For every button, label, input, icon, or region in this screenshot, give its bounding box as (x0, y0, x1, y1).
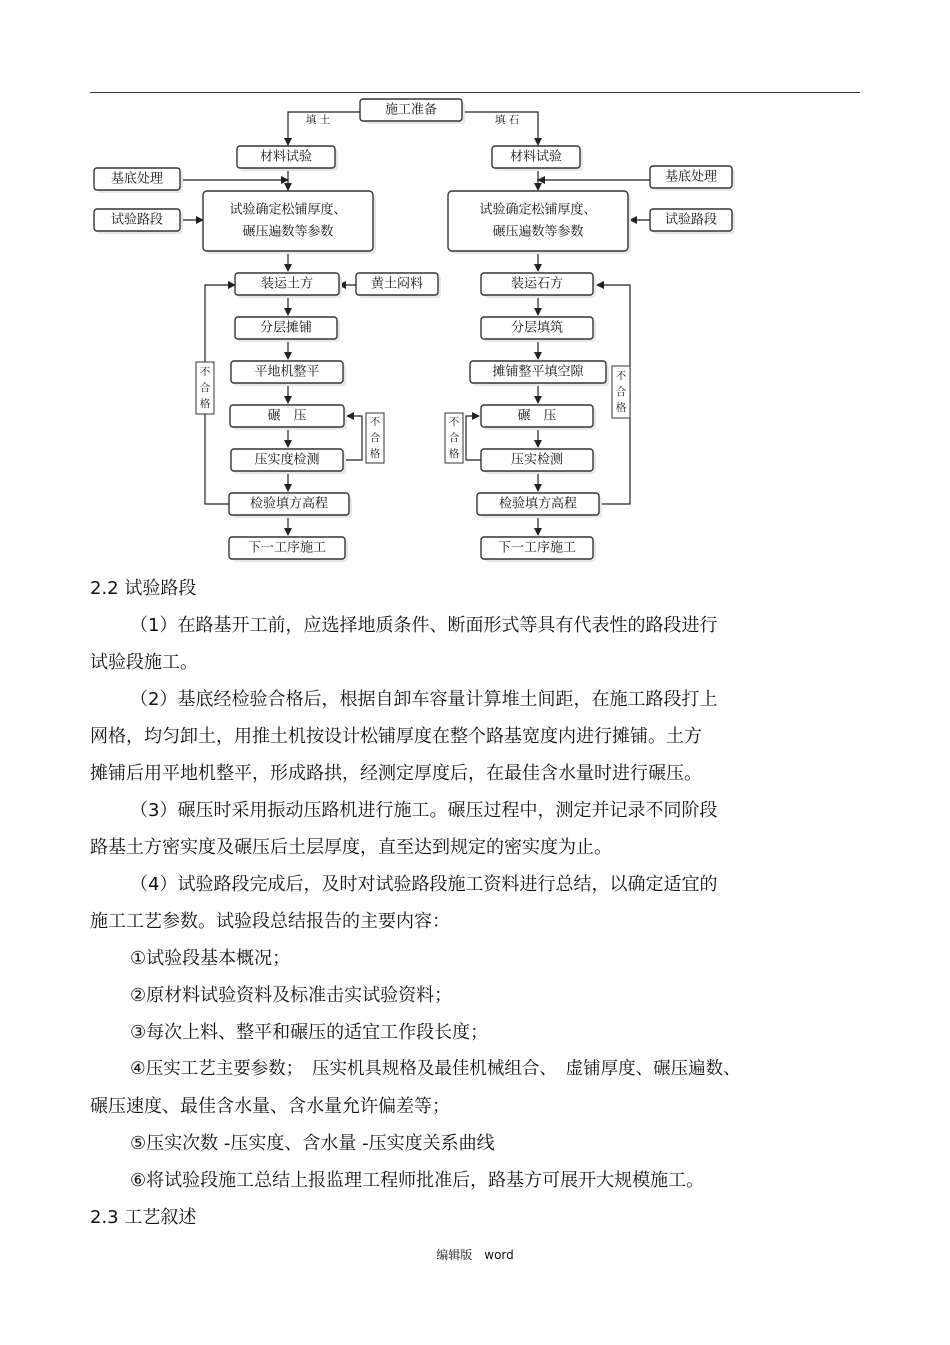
svg-text:下一工序施工: 下一工序施工 (497, 540, 577, 556)
paragraph-line: （2）基底经检验合格后，根据自卸车容量计算堆土间距，在施工路段打上 (130, 689, 718, 710)
paragraph-line: （3）碾压时采用振动压路机进行施工。碾压过程中，测定并记录不同阶段 (130, 800, 718, 821)
paragraph-line: 路基土方密实度及碾压后土层厚度，直至达到规定的密实度为止。 (90, 837, 612, 858)
section-heading-2-3: 2.3 工艺叙述 (90, 1207, 197, 1228)
branch-label-fill-soil: 填 土 (305, 114, 331, 126)
svg-text:格: 格 (199, 398, 211, 410)
svg-text:基底处理: 基底处理 (110, 171, 164, 187)
svg-text:格: 格 (369, 448, 381, 460)
right-param-box (448, 191, 631, 254)
left-material-test (237, 146, 338, 171)
right-elevation-check (477, 493, 602, 518)
svg-text:合: 合 (615, 386, 627, 398)
svg-text:合: 合 (369, 432, 381, 444)
right-material-test (492, 146, 583, 171)
svg-text:材料试验: 材料试验 (259, 149, 313, 165)
right-compact (481, 405, 596, 430)
svg-text:试验路段: 试验路段 (110, 212, 164, 228)
svg-text:分层填筑: 分层填筑 (510, 320, 564, 336)
svg-text:试验确定松铺厚度、: 试验确定松铺厚度、 (479, 202, 597, 218)
left-loess (356, 273, 441, 298)
left-layer-spread (235, 317, 340, 342)
list-item: ②原材料试验资料及标准击实试验资料； (130, 985, 453, 1006)
section-heading-2-2: 2.2 试验路段 (90, 578, 197, 599)
right-trial-section (650, 209, 735, 234)
svg-text:不: 不 (448, 416, 460, 428)
paragraph-line: 摊铺后用平地机整平，形成路拱，经测定厚度后，在最佳含水量时进行碾压。 (90, 763, 702, 784)
svg-text:检验填方高程: 检验填方高程 (249, 496, 329, 512)
left-elevation-check (229, 493, 352, 518)
svg-text:装运石方: 装运石方 (510, 276, 564, 292)
right-load-stone (481, 273, 596, 298)
svg-text:平地机整平: 平地机整平 (254, 364, 320, 380)
right-density-test (481, 449, 596, 474)
list-item-continued: 碾压速度、最佳含水量、含水量允许偏差等； (90, 1096, 450, 1117)
right-layer-fill (481, 317, 596, 342)
branch-label-fill-stone: 填 石 (494, 114, 520, 126)
svg-text:压实度检测: 压实度检测 (254, 452, 320, 468)
right-base-treatment (650, 166, 735, 191)
svg-text:格: 格 (615, 402, 627, 414)
svg-text:碾压遍数等参数: 碾压遍数等参数 (242, 224, 334, 240)
left-trial-section (94, 209, 183, 234)
svg-text:检验填方高程: 检验填方高程 (498, 496, 578, 512)
construction-flowchart (0, 0, 950, 565)
left-compact (230, 405, 347, 430)
list-item: ③每次上料、整平和碾压的适宜工作段长度； (130, 1022, 489, 1043)
svg-text:下一工序施工: 下一工序施工 (247, 540, 327, 556)
svg-text:碾压遍数等参数: 碾压遍数等参数 (492, 224, 584, 240)
left-grader (231, 361, 346, 386)
left-base-treatment (94, 168, 183, 193)
left-next-step (229, 537, 348, 562)
paragraph-line: （1）在路基开工前，应选择地质条件、断面形式等具有代表性的路段进行 (130, 615, 718, 636)
paragraph-line: 试验段施工。 (90, 652, 198, 673)
paragraph-line: （4）试验路段完成后，及时对试验路段施工资料进行总结，以确定适宜的 (130, 874, 718, 895)
svg-text:压实检测: 压实检测 (510, 452, 564, 468)
page-footer: 编辑版 word (436, 1248, 514, 1262)
svg-text:不: 不 (199, 366, 211, 378)
left-fail-inner-label (366, 413, 384, 463)
svg-text:碾 压: 碾 压 (267, 408, 307, 424)
svg-text:基底处理: 基底处理 (664, 169, 718, 185)
svg-text:合: 合 (199, 382, 211, 394)
svg-text:摊铺整平填空隙: 摊铺整平填空隙 (492, 364, 584, 380)
left-fail-outer-label (196, 362, 214, 414)
svg-text:不: 不 (369, 416, 381, 428)
right-spread-level (470, 361, 609, 386)
left-load-earth (235, 273, 342, 298)
left-param-box (203, 191, 376, 254)
svg-text:碾 压: 碾 压 (517, 408, 557, 424)
svg-text:装运土方: 装运土方 (260, 276, 314, 292)
svg-text:试验确定松铺厚度、: 试验确定松铺厚度、 (229, 202, 347, 218)
document-body (90, 570, 870, 1236)
right-next-step (481, 537, 596, 562)
svg-text:分层摊铺: 分层摊铺 (259, 320, 313, 336)
svg-text:合: 合 (448, 432, 460, 444)
left-density-test (231, 449, 346, 474)
paragraph-line: 网格，均匀卸土，用推土机按设计松铺厚度在整个路基宽度内进行摊铺。土方 (90, 726, 702, 747)
list-item: ⑤压实次数 -压实度、含水量 -压实度关系曲线 (130, 1133, 495, 1154)
svg-text:格: 格 (448, 448, 460, 460)
svg-text:不: 不 (615, 370, 627, 382)
paragraph-line: 施工工艺参数。试验段总结报告的主要内容： (90, 911, 450, 932)
list-item: ⑥将试验段施工总结上报监理工程师批准后，路基方可展开大规模施工。 (130, 1170, 705, 1191)
list-item: ①试验段基本概况； (130, 948, 291, 969)
svg-text:黄土闷料: 黄土闷料 (370, 276, 424, 292)
right-fail-inner-label (445, 413, 463, 463)
svg-text:试验路段: 试验路段 (664, 212, 718, 228)
right-fail-outer-label (612, 366, 630, 418)
svg-text:材料试验: 材料试验 (509, 149, 563, 165)
svg-text:施工准备: 施工准备 (384, 102, 438, 118)
list-item: ④压实工艺主要参数； 压实机具规格及最佳机械组合、 虚铺厚度、碾压遍数、 (130, 1059, 741, 1079)
node-start (360, 99, 465, 124)
